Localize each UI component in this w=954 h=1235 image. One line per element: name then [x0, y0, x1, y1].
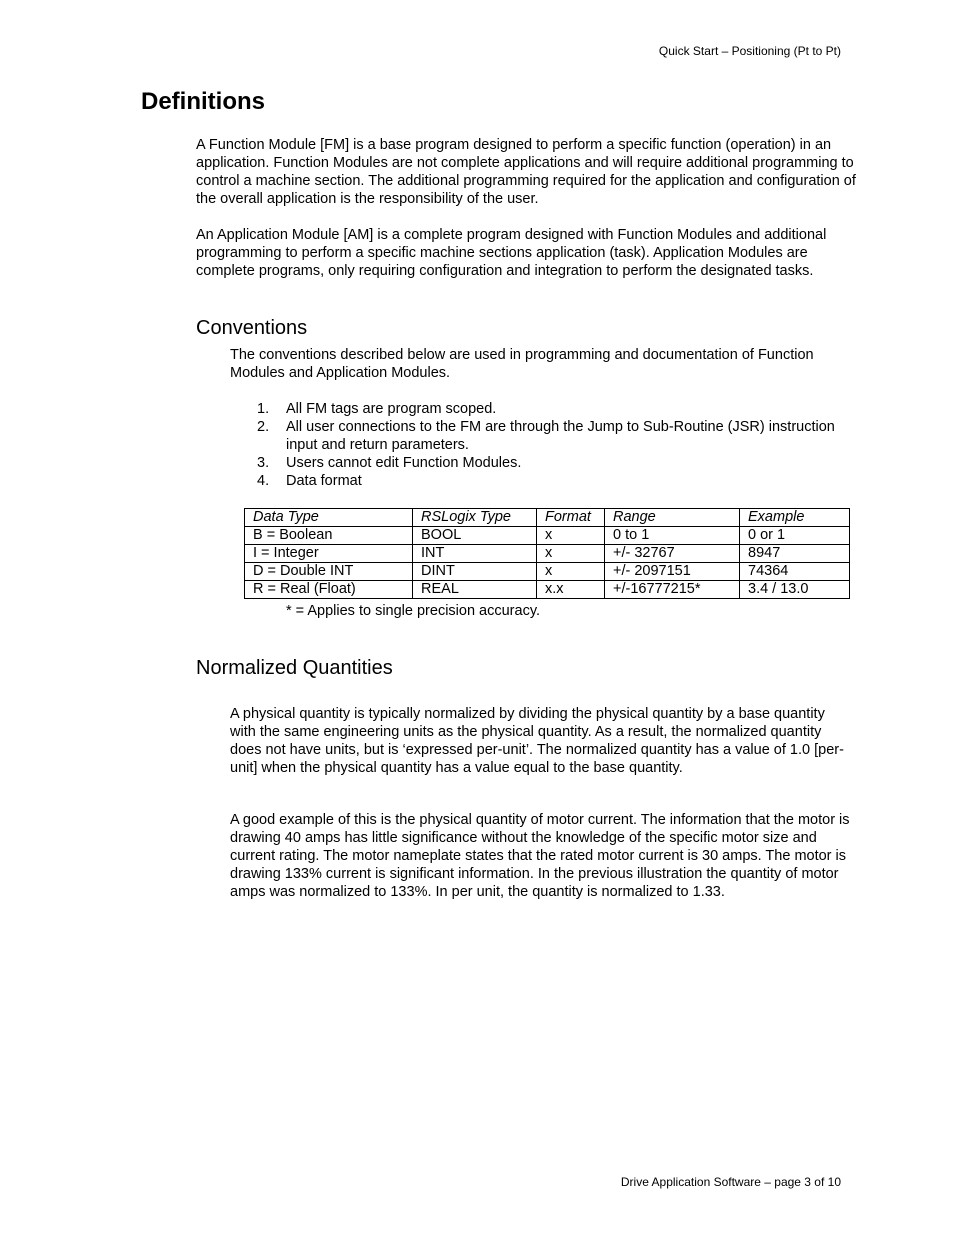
data-format-table: [244, 508, 850, 599]
table-header-row: [245, 509, 850, 527]
table-cell: BOOL: [413, 527, 537, 545]
table-cell: 74364: [740, 563, 850, 581]
column-header: Range: [605, 509, 740, 527]
table-row: [245, 545, 850, 563]
table-cell: x: [537, 563, 605, 581]
normalized-paragraph-2: A good example of this is the physical quantity of motor current. The information that the motor is drawing 40 amps has little significance without the knowledge of the specific motor size and current rating. The motor nameplate states that the rated motor current is 30 amps. The motor is drawing 133% current is significant information. In the previous illustration the quantity of motor amps was normalized to 133%. In per unit, the quantity is normalized to 1.33.: [230, 812, 850, 900]
table-cell: +/- 32767: [605, 545, 740, 563]
table-cell: x: [537, 545, 605, 563]
table-cell: I = Integer: [245, 545, 413, 563]
table-footnote: * = Applies to single precision accuracy.: [286, 603, 541, 619]
list-item-text: All FM tags are program scoped.: [286, 401, 497, 417]
list-item-number: 1.: [257, 401, 270, 417]
conventions-list: [230, 400, 850, 490]
list-item-number: 4.: [257, 473, 270, 489]
list-item: [230, 472, 850, 490]
column-header: Example: [740, 509, 850, 527]
table-cell: D = Double INT: [245, 563, 413, 581]
table-row: [245, 581, 850, 599]
table-cell: +/- 2097151: [605, 563, 740, 581]
list-item-text: Users cannot edit Function Modules.: [286, 455, 522, 471]
list-item-text: All user connections to the FM are through the Jump to Sub-Routine (JSR) instruction input and return parameters.: [286, 419, 835, 453]
normalized-quantities-heading: Normalized Quantities: [196, 657, 393, 679]
table-cell: +/-16777215*: [605, 581, 740, 599]
table-cell: 0 or 1: [740, 527, 850, 545]
table-cell: 8947: [740, 545, 850, 563]
table-cell: 3.4 / 13.0: [740, 581, 850, 599]
column-header: RSLogix Type: [413, 509, 537, 527]
column-header: Data Type: [245, 509, 413, 527]
conventions-intro: The conventions described below are used in programming and documentation of Function Modules and Application Modules.: [230, 347, 814, 381]
list-item-number: 3.: [257, 455, 270, 471]
table-cell: x: [537, 527, 605, 545]
table-row: [245, 527, 850, 545]
page-footer: Drive Application Software – page 3 of 10: [620, 1175, 841, 1189]
definition-application-module: An Application Module [AM] is a complete program designed with Function Modules and additional programming to perform a specific machine sections application (task). Application Modules are complete programs, only requiring configuration and integration to perform the designated tasks.: [196, 227, 827, 279]
table-cell: INT: [413, 545, 537, 563]
table-cell: REAL: [413, 581, 537, 599]
normalized-paragraph-1: A physical quantity is typically normalized by dividing the physical quantity by a base quantity with the same engineering units as the physical quantity. As a result, the normalized quantity does not have units, but is ‘expressed per-unit’. The normalized quantity has a value of 1.0 [per-unit] when the physical quantity has a value equal to the base quantity.: [230, 706, 844, 776]
table-row: [245, 563, 850, 581]
list-item: [230, 454, 850, 472]
page-title: Definitions: [141, 88, 265, 115]
list-item: [230, 418, 850, 454]
definition-function-module: A Function Module [FM] is a base program designed to perform a specific function (operation) in an application. Function Modules are not complete applications and will require additional programming to control a machine section. The additional programming required for the application and configuration of the overall application is the responsibility of the user.: [196, 137, 856, 207]
table-cell: 0 to 1: [605, 527, 740, 545]
conventions-heading: Conventions: [196, 317, 308, 339]
table-cell: x.x: [537, 581, 605, 599]
table-cell: R = Real (Float): [245, 581, 413, 599]
table-cell: B = Boolean: [245, 527, 413, 545]
table-cell: DINT: [413, 563, 537, 581]
list-item-text: Data format: [286, 473, 362, 489]
column-header: Format: [537, 509, 605, 527]
list-item: [230, 400, 850, 418]
list-item-number: 2.: [257, 419, 270, 435]
page-header: Quick Start – Positioning (Pt to Pt): [658, 44, 841, 58]
